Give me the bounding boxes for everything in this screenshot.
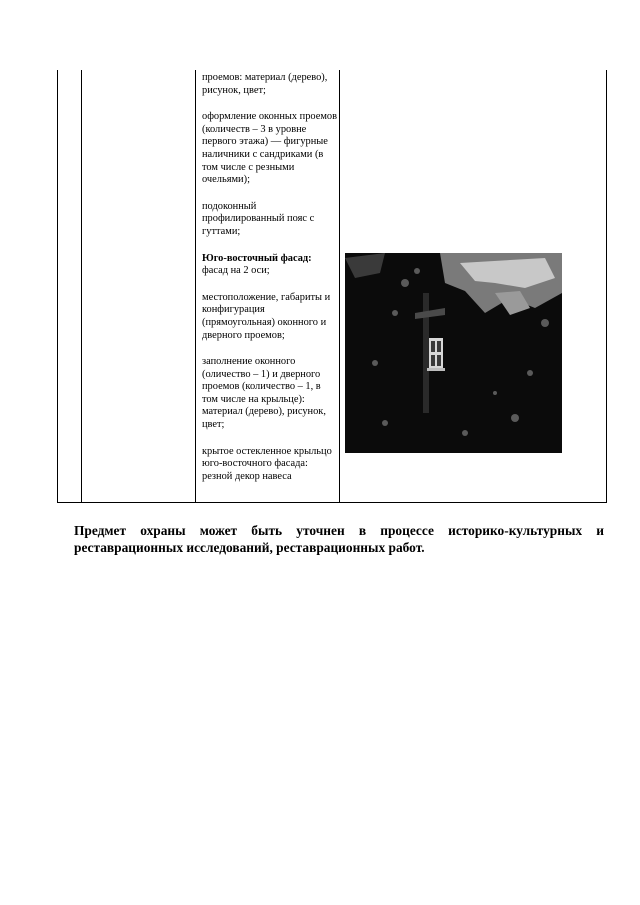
paragraph-5: местоположение, габариты и конфигурация (прямоугольная) оконного и дверного проемов; <box>202 291 331 341</box>
table-border-left <box>57 70 58 502</box>
paragraph-3: подоконный профилированный пояс с гуттами; <box>202 200 315 237</box>
facade-heading: Юго-восточный фасад: <box>202 252 312 264</box>
paragraph-2: оформление оконных проемов (количеств – 3 в уровне первого этажа) — фигурные наличники с сандриками (в том числе с резными очельями); <box>202 111 338 186</box>
table-column-divider-2 <box>195 70 196 502</box>
facade-photo-image <box>345 253 562 453</box>
table-column-divider-3 <box>339 70 340 502</box>
paragraph-7: крытое остекленное крыльцо юго-восточного фасада: резной декор навеса <box>202 445 332 482</box>
table-border-right <box>606 70 607 502</box>
facade-photo <box>345 253 562 453</box>
table-border-bottom <box>57 502 607 503</box>
protection-note: Предмет охраны может быть уточнен в процессе историко-культурных и реставрационных исследований, реставрационных работ. <box>74 523 604 555</box>
protection-description-cell <box>202 72 338 483</box>
table-column-divider-1 <box>81 70 82 502</box>
paragraph-4: Юго-восточный фасад: фасад на 2 оси; <box>202 252 312 277</box>
paragraph-1: проемов: материал (дерево), рисунок, цвет; <box>202 72 328 96</box>
paragraph-6: заполнение оконного (оличество – 1) и дверного проемов (количество – 1, в том числе на крыльце): материал (дерево), рисунок, цвет; <box>202 356 326 431</box>
